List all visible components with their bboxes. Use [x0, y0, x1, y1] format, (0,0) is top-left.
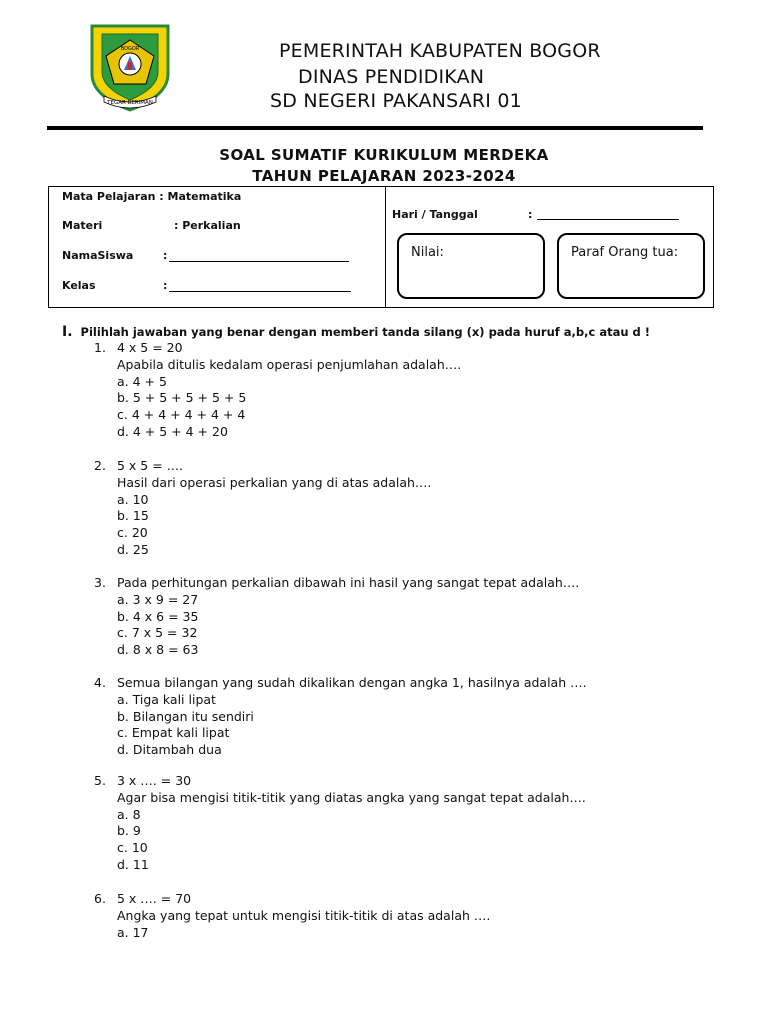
option-c[interactable]: c. 4 + 4 + 4 + 4 + 4 [117, 407, 246, 423]
option-a[interactable]: a. 3 x 9 = 27 [117, 591, 199, 607]
exam-title: SOAL SUMATIF KURIKULUM MERDEKA [219, 146, 549, 164]
instruction-text: Pilihlah jawaban yang benar dengan memberi tanda silang (x) pada huruf a,b,c atau d ! [80, 325, 651, 339]
question-4 [94, 675, 587, 759]
question-stem: 4 x 5 = 20 [117, 340, 183, 355]
question-6 [94, 891, 490, 941]
exam-year: TAHUN PELAJARAN 2023-2024 [252, 167, 516, 185]
option-a[interactable]: a. 4 + 5 [117, 373, 167, 389]
option-a[interactable]: a. 10 [117, 491, 149, 507]
question-number: 6. [94, 891, 106, 906]
day-date-field[interactable] [537, 219, 679, 220]
question-stem: Semua bilangan yang sudah dikalikan dengan angka 1, hasilnya adalah …. [117, 675, 587, 690]
score-box[interactable] [397, 233, 545, 299]
question-prompt: Hasil dari operasi perkalian yang di atas adalah…. [117, 474, 432, 490]
logo-motto: TEGAR BERIMAN [107, 100, 153, 106]
option-d[interactable]: d. 4 + 5 + 4 + 20 [117, 423, 228, 439]
parent-signature-box[interactable] [557, 233, 705, 299]
question-number: 5. [94, 773, 106, 788]
name-label: NamaSiswa [62, 249, 134, 262]
option-c[interactable]: c. 10 [117, 840, 148, 856]
option-d[interactable]: d. 11 [117, 856, 149, 872]
option-c[interactable]: c. 20 [117, 525, 148, 541]
question-prompt: Angka yang tepat untuk mengisi titik-titik di atas adalah …. [117, 907, 491, 923]
subject-label: Mata Pelajaran : Matematika [62, 190, 242, 203]
student-info-box [48, 186, 714, 308]
question-stem: Pada perhitungan perkalian dibawah ini hasil yang sangat tepat adalah…. [117, 575, 580, 590]
parent-signature-label: Paraf Orang tua: [571, 245, 679, 260]
question-1 [94, 340, 461, 441]
option-b[interactable]: b. 9 [117, 823, 141, 839]
question-stem: 5 x 5 = …. [117, 458, 184, 473]
section-instruction [62, 324, 650, 340]
material-label: Materi [62, 219, 103, 232]
option-d[interactable]: d. Ditambah dua [117, 742, 222, 758]
logo-text: BOGOR [120, 46, 140, 52]
option-a[interactable]: a. 17 [117, 924, 149, 940]
section-number: I. [62, 324, 73, 340]
option-c[interactable]: c. 7 x 5 = 32 [117, 625, 198, 641]
question-prompt: Apabila ditulis kedalam operasi penjumlahan adalah…. [117, 356, 462, 372]
question-number: 1. [94, 340, 106, 355]
name-colon: : [163, 249, 168, 262]
question-2 [94, 458, 431, 559]
question-stem: 3 x …. = 30 [117, 773, 192, 788]
header-rule [47, 126, 703, 130]
question-number: 2. [94, 458, 106, 473]
score-label: Nilai: [411, 245, 444, 260]
header-department: DINAS PENDIDIKAN [298, 66, 485, 88]
option-b[interactable]: b. Bilangan itu sendiri [117, 708, 254, 724]
info-divider [385, 187, 386, 307]
question-prompt: Agar bisa mengisi titik-titik yang diatas angka yang sangat tepat adalah…. [117, 789, 586, 805]
day-date-label: Hari / Tanggal [392, 208, 478, 221]
class-colon: : [163, 279, 168, 292]
question-number: 3. [94, 575, 106, 590]
option-b[interactable]: b. 5 + 5 + 5 + 5 + 5 [117, 390, 247, 406]
option-c[interactable]: c. Empat kali lipat [117, 725, 230, 741]
day-date-colon: : [528, 208, 533, 221]
name-field[interactable] [169, 261, 349, 262]
regency-logo [88, 22, 172, 112]
option-d[interactable]: d. 25 [117, 541, 149, 557]
question-3 [94, 575, 579, 659]
option-b[interactable]: b. 15 [117, 508, 149, 524]
option-d[interactable]: d. 8 x 8 = 63 [117, 642, 199, 658]
question-5 [94, 773, 586, 874]
question-stem: 5 x …. = 70 [117, 891, 192, 906]
class-field[interactable] [169, 291, 351, 292]
header-school: SD NEGERI PAKANSARI 01 [270, 90, 522, 112]
class-label: Kelas [62, 279, 96, 292]
option-b[interactable]: b. 4 x 6 = 35 [117, 608, 199, 624]
option-a[interactable]: a. 8 [117, 806, 141, 822]
material-value: : Perkalian [174, 219, 241, 232]
option-a[interactable]: a. Tiga kali lipat [117, 691, 216, 707]
question-number: 4. [94, 675, 106, 690]
header-government: PEMERINTAH KABUPATEN BOGOR [279, 40, 601, 62]
